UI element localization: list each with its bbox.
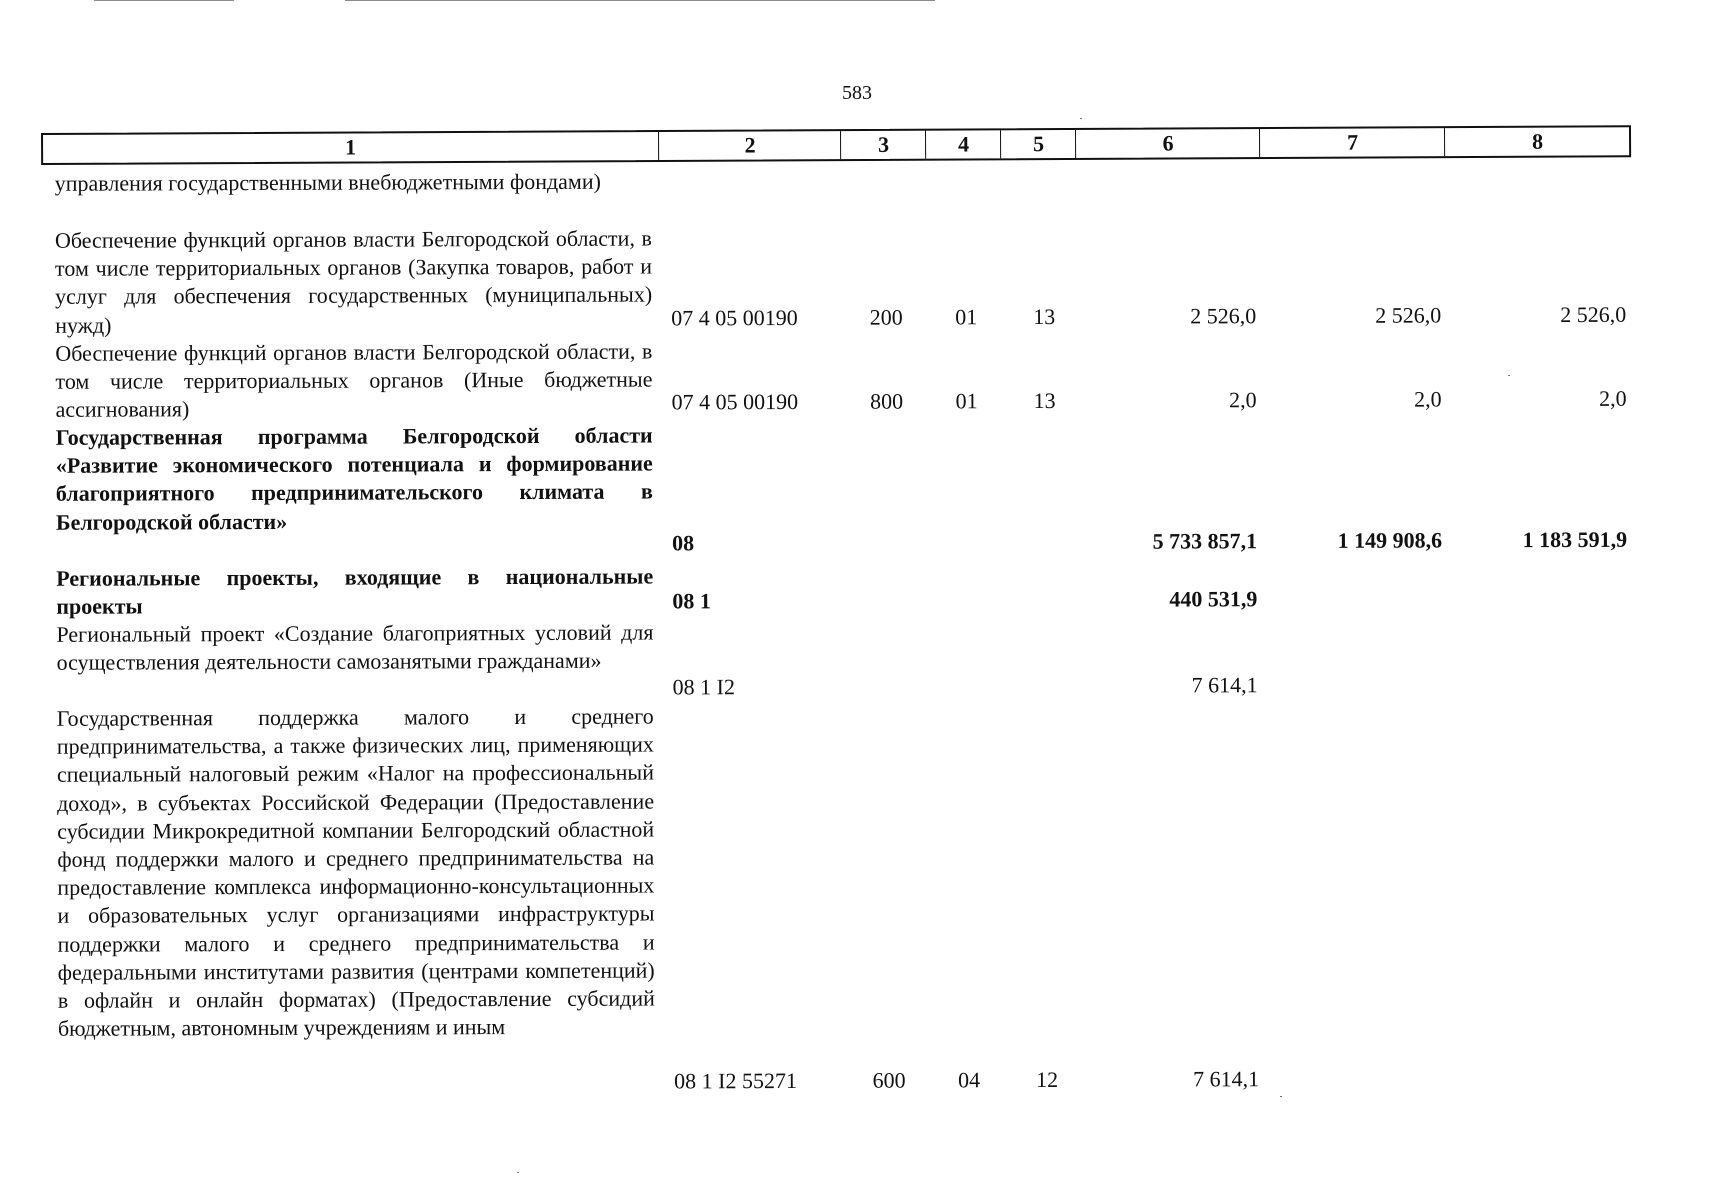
header-col-4: 4 <box>925 130 1001 158</box>
row-pr: 13 <box>1033 303 1056 330</box>
row-value-col8: 2,0 <box>1598 385 1627 411</box>
header-col-1: 1 <box>345 134 357 160</box>
row-vr: 200 <box>869 304 903 330</box>
row-rz: 01 <box>955 304 978 330</box>
row-vr: 600 <box>872 1067 906 1093</box>
row-value-col6: 2 526,0 <box>1190 303 1257 329</box>
row-pr: 13 <box>1033 387 1056 414</box>
scan-speck <box>1280 1096 1282 1097</box>
page-number: 583 <box>842 82 872 104</box>
row-name: Обеспечение функций органов власти Белгородской области, в том числе территориальных органов (Закупка товаров, работ и услуг для обеспечения государственных (муниципальных) нужд) <box>54 225 653 338</box>
row-code: 08 <box>672 530 695 556</box>
row-value-col8: 2 526,0 <box>1560 301 1627 328</box>
row-value-col7: 1 149 908,6 <box>1337 527 1443 553</box>
row-code: 08 1 I2 <box>672 674 736 700</box>
row-name: Обеспечение функций органов власти Белгородской области, в том числе территориальных органов (Иные бюджетные ассигнования) <box>55 338 653 423</box>
header-col-8: 8 <box>1444 127 1630 156</box>
row-pr: 12 <box>1036 1066 1059 1093</box>
row-value-col8: 1 183 591,9 <box>1522 526 1628 553</box>
row-value-col7: 2 526,0 <box>1375 302 1442 328</box>
row-code: 07 4 05 00190 <box>671 304 798 331</box>
header-col-2: 2 <box>658 131 841 160</box>
scan-speck <box>1080 118 1082 119</box>
row-name: Государственная программа Белгородской области «Развитие экономического потенциала и формирование благоприятного предпринимательского климата в Белгородской области» <box>55 422 653 535</box>
row-value-col7: 2,0 <box>1413 386 1442 412</box>
row-name: Региональные проекты, входящие в национальные проекты <box>56 563 654 619</box>
row-value-col6: 5 733 857,1 <box>1152 528 1258 554</box>
header-col-3: 3 <box>840 131 926 159</box>
row-value-col6: 2,0 <box>1228 387 1257 413</box>
row-name: Государственная поддержка малого и среднего предпринимательства, а также физических лиц, применяющих специальный налоговый режим «Налог на профессиональный доход», в субъектах Российской Федерации (Предоставление субсидии Микрокредитной компании Белгородский областной фонд поддержки малого и среднего предпринимательства на предоставление комплекса информационно-консультационных и образовательных услуг организациями инфраструктуры поддержки малого и среднего предпринимательства и федеральными институтами развития (центрами компетенций) в офлайн и онлайн форматах) (Предоставление субсидий бюджетным, автономным учреждениям и иным <box>56 703 655 1042</box>
row-vr: 800 <box>869 388 904 414</box>
scan-speck <box>517 1172 519 1173</box>
row-name: управления государственными внебюджетными фондами) <box>54 168 601 196</box>
row-rz: 04 <box>958 1067 981 1093</box>
row-code: 08 1 <box>672 588 711 614</box>
row-rz: 01 <box>955 388 978 414</box>
row-value-col6: 440 531,9 <box>1169 586 1258 612</box>
header-col-5: 5 <box>1000 130 1076 158</box>
row-code: 07 4 05 00190 <box>671 388 799 415</box>
row-value-col6: 7 614,1 <box>1193 1066 1260 1092</box>
header-col-7: 7 <box>1259 128 1445 157</box>
row-value-col6: 7 614,1 <box>1191 672 1258 698</box>
row-name: Региональный проект «Создание благоприятных условий для осуществления деятельности самозанятыми гражданами» <box>56 619 654 675</box>
row-code: 08 1 I2 55271 <box>674 1067 798 1094</box>
scan-speck <box>1508 375 1510 376</box>
header-col-6: 6 <box>1075 129 1260 158</box>
